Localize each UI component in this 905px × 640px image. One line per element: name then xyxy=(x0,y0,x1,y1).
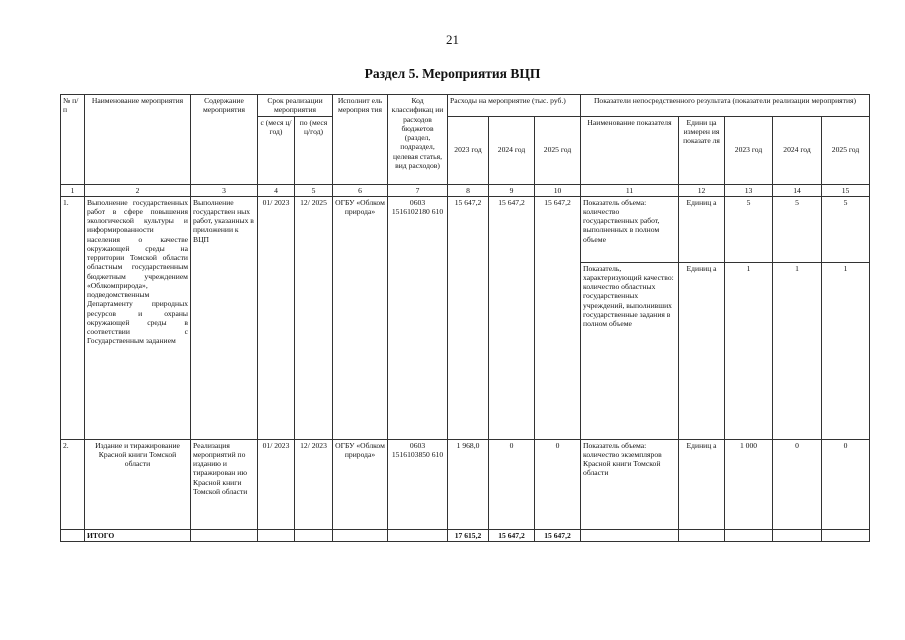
header-to: по (меся ц/год) xyxy=(295,116,333,184)
column-number: 14 xyxy=(773,184,822,196)
header-num: № п/ п xyxy=(61,95,85,185)
expense-2024: 0 xyxy=(489,439,535,529)
indicator-name: Показатель объема: количество экземпляров Красной книги Томской области xyxy=(581,439,679,529)
expense-2024: 15 647,2 xyxy=(489,196,535,439)
column-number: 3 xyxy=(191,184,258,196)
header-ind-unit: Едини ца измерен ия показате ля xyxy=(679,116,725,184)
header-ind-2024: 2024 год xyxy=(773,116,822,184)
header-ind-name: Наименование показателя xyxy=(581,116,679,184)
total-empty xyxy=(258,529,295,541)
total-empty xyxy=(191,529,258,541)
total-empty xyxy=(679,529,725,541)
column-number: 2 xyxy=(85,184,191,196)
indicator-2025: 1 xyxy=(822,262,870,439)
column-numbers-row xyxy=(61,184,870,196)
indicator-2025: 0 xyxy=(822,439,870,529)
column-number: 9 xyxy=(489,184,535,196)
indicator-2025: 5 xyxy=(822,196,870,262)
indicator-name: Показатель объема: количество государственных работ, выполненных в полном объеме xyxy=(581,196,679,262)
total-empty xyxy=(61,529,85,541)
column-number: 6 xyxy=(333,184,388,196)
header-exp-2024: 2024 год xyxy=(489,116,535,184)
indicator-2023: 1 000 xyxy=(725,439,773,529)
measure-name: Издание и тиражирование Красной книги Томской области xyxy=(85,439,191,529)
expense-2023: 15 647,2 xyxy=(448,196,489,439)
indicator-2023: 1 xyxy=(725,262,773,439)
budget-code: 0603 1516102180 610 xyxy=(388,196,448,439)
column-number: 15 xyxy=(822,184,870,196)
measure-name: Выполнение государственных работ в сфере повышения экологической культуры и информированности населения о качестве окружающей среды на территории Томской области областным государственным бюджетным учреждением «Облкомприрода», подведомственным Департаменту природных ресурсов и охраны окружающей среды в соответствии с Государственным заданием xyxy=(85,196,191,439)
indicator-2024: 5 xyxy=(773,196,822,262)
indicator-2023: 5 xyxy=(725,196,773,262)
header-indicators: Показатели непосредственного результата (показатели реализации мероприятия) xyxy=(581,95,870,117)
total-2024: 15 647,2 xyxy=(489,529,535,541)
indicator-2024: 0 xyxy=(773,439,822,529)
indicator-unit: Единиц а xyxy=(679,439,725,529)
header-term: Срок реализации мероприятия xyxy=(258,95,333,117)
header-ind-2023: 2023 год xyxy=(725,116,773,184)
term-to: 12/ 2025 xyxy=(295,196,333,439)
column-number: 11 xyxy=(581,184,679,196)
total-empty xyxy=(773,529,822,541)
column-number: 1 xyxy=(61,184,85,196)
table-row xyxy=(61,439,870,529)
header-exp-2023: 2023 год xyxy=(448,116,489,184)
column-number: 5 xyxy=(295,184,333,196)
header-code: Код классификац ии расходов бюджетов (раздел, подраздел, целевая статья, вид расходов) xyxy=(388,95,448,185)
header-executor: Исполнит ель мероприя тия xyxy=(333,95,388,185)
column-number: 8 xyxy=(448,184,489,196)
column-number: 13 xyxy=(725,184,773,196)
executor: ОГБУ «Облком природа» xyxy=(333,196,388,439)
total-empty xyxy=(333,529,388,541)
total-empty xyxy=(388,529,448,541)
row-number: 2. xyxy=(61,439,85,529)
term-to: 12/ 2023 xyxy=(295,439,333,529)
total-2025: 15 647,2 xyxy=(535,529,581,541)
term-from: 01/ 2023 xyxy=(258,439,295,529)
column-number: 10 xyxy=(535,184,581,196)
total-row xyxy=(61,529,870,541)
column-number: 7 xyxy=(388,184,448,196)
header-ind-2025: 2025 год xyxy=(822,116,870,184)
total-empty xyxy=(822,529,870,541)
expense-2023: 1 968,0 xyxy=(448,439,489,529)
measure-content: Выполнение государствен ных работ, указанных в приложении к ВЦП xyxy=(191,196,258,439)
indicator-unit: Единиц а xyxy=(679,262,725,439)
total-2023: 17 615,2 xyxy=(448,529,489,541)
total-empty xyxy=(725,529,773,541)
measure-content: Реализация мероприятий по изданию и тиражирован ию Красной книги Томской области xyxy=(191,439,258,529)
header-row-1 xyxy=(61,95,870,117)
header-name: Наименование мероприятия xyxy=(85,95,191,185)
total-label: ИТОГО xyxy=(85,529,191,541)
total-empty xyxy=(581,529,679,541)
column-number: 12 xyxy=(679,184,725,196)
section-title: Раздел 5. Мероприятия ВЦП xyxy=(364,66,541,81)
measures-table xyxy=(60,94,870,542)
indicator-2024: 1 xyxy=(773,262,822,439)
row-number: 1. xyxy=(61,196,85,439)
header-expenses: Расходы на мероприятие (тыс. руб.) xyxy=(448,95,581,117)
header-content: Содержание мероприятия xyxy=(191,95,258,185)
page-number: 21 xyxy=(446,32,459,47)
term-from: 01/ 2023 xyxy=(258,196,295,439)
budget-code: 0603 1516103850 610 xyxy=(388,439,448,529)
column-number: 4 xyxy=(258,184,295,196)
expense-2025: 0 xyxy=(535,439,581,529)
header-exp-2025: 2025 год xyxy=(535,116,581,184)
table-row xyxy=(61,196,870,262)
executor: ОГБУ «Облком природа» xyxy=(333,439,388,529)
indicator-name: Показатель, характеризующий качество: количество областных государственных учреждений, выполнивших государственные задания в полном объеме xyxy=(581,262,679,439)
total-empty xyxy=(295,529,333,541)
header-from: с (меся ц/ год) xyxy=(258,116,295,184)
indicator-unit: Единиц а xyxy=(679,196,725,262)
expense-2025: 15 647,2 xyxy=(535,196,581,439)
